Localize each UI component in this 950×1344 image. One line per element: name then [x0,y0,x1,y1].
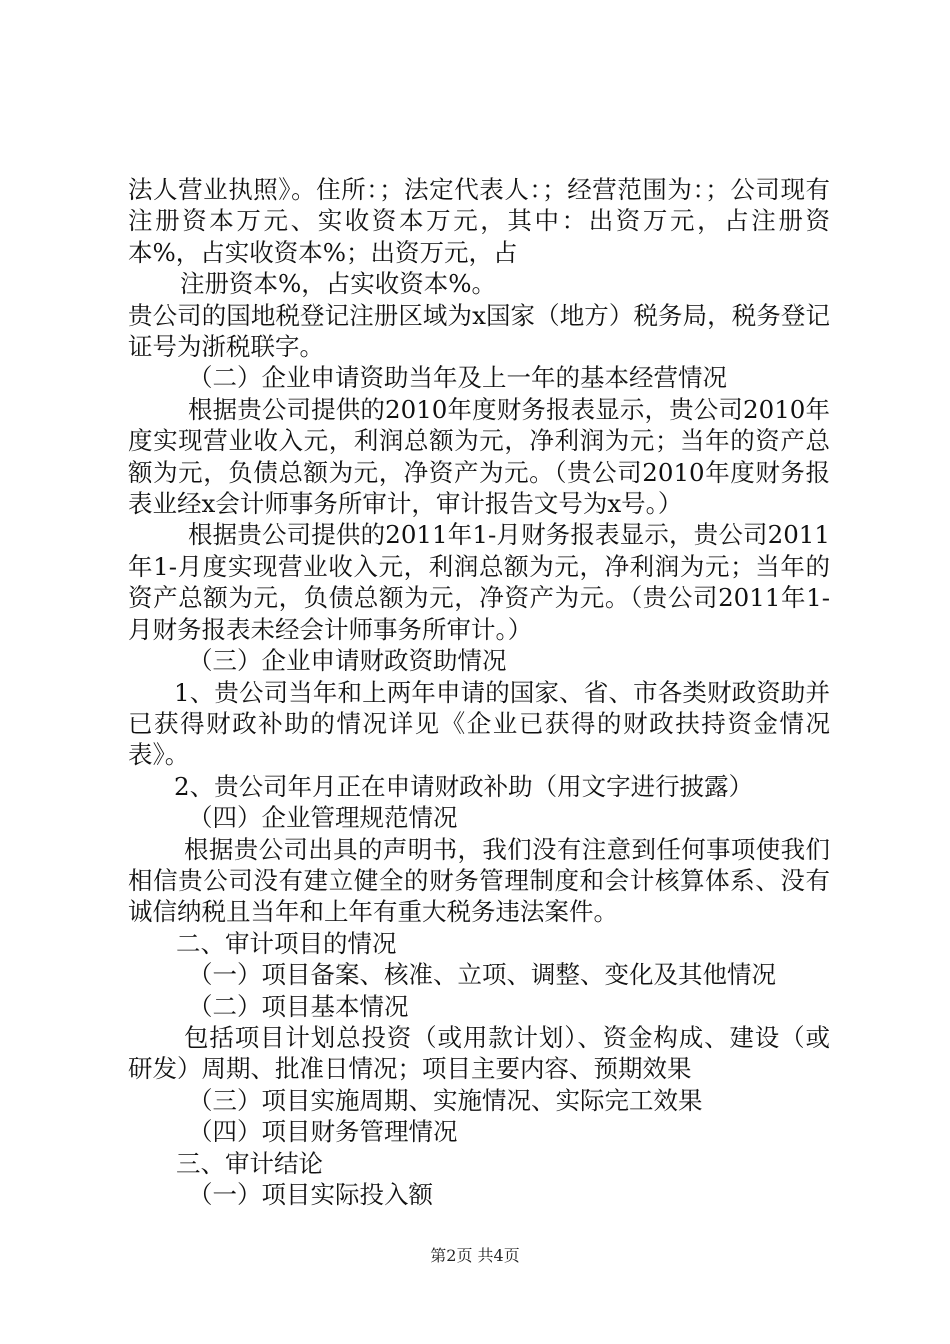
paragraph-business-license: 法人营业执照》。住所：；法定代表人：；经营范围为：；公司现有注册资本万元、实收资本万元，其中：出资万元，占注册资本%，占实收资本%；出资万元，占 [128,175,830,267]
heading-actual-investment: （一）项目实际投入额 [188,1180,433,1209]
heading-operating-status: （二）企业申请资助当年及上一年的基本经营情况 [188,363,727,393]
heading-project-basics: （二）项目基本情况 [188,991,409,1021]
paragraph-subsidy-received: 1、贵公司当年和上两年申请的国家、省、市各类财政资助并已获得财政补助的情况详见《企业已获得的财政扶持资金情况表》。 [128,677,830,770]
heading-project-finance: （四）项目财务管理情况 [188,1117,458,1147]
paragraph-tax-registration: 贵公司的国地税登记注册区域为x国家（地方）税务局，税务登记证号为浙税联字。 [128,300,830,362]
paragraph-2010-financials: 根据贵公司提供的2010年度财务报表显示，贵公司2010年度实现营业收入元，利润总额为元，净利润为元；当年的资产总额为元，负债总额为元，净资产为元。（贵公司2010年度财务报表业经x会计师事务所审计，审计报告文号为x号。） [128,394,830,519]
heading-project-filing: （一）项目备案、核准、立项、调整、变化及其他情况 [188,960,776,990]
paragraph-management-statement: 根据贵公司出具的声明书，我们没有注意到任何事项使我们相信贵公司没有建立健全的财务管理制度和会计核算体系、没有诚信纳税且当年和上年有重大税务违法案件。 [128,834,830,927]
heading-fiscal-subsidy: （三）企业申请财政资助情况 [188,646,507,676]
paragraph-capital-ratio: 注册资本%，占实收资本%。 [180,269,497,299]
heading-management: （四）企业管理规范情况 [188,803,458,833]
paragraph-2011-financials: 根据贵公司提供的2011年1-月财务报表显示，贵公司2011年1-月度实现营业收入元，利润总额为元，净利润为元；当年的资产总额为元，负债总额为元，净资产为元。（贵公司2011年1-月财务报表未经会计师事务所审计。） [128,520,830,644]
page-number-footer: 第2页 共4页 [430,1246,520,1265]
heading-project-implementation: （三）项目实施周期、实施情况、实际完工效果 [188,1085,703,1115]
heading-audit-project: 二、审计项目的情况 [176,928,397,958]
heading-audit-conclusion: 三、审计结论 [176,1148,323,1178]
paragraph-subsidy-pending: 2、贵公司年月正在申请财政补助（用文字进行披露） [174,771,754,801]
paragraph-project-basics: 包括项目计划总投资（或用款计划）、资金构成、建设（或研发）周期、批准日情况；项目主要内容、预期效果 [128,1022,830,1084]
document-body [128,174,830,1210]
